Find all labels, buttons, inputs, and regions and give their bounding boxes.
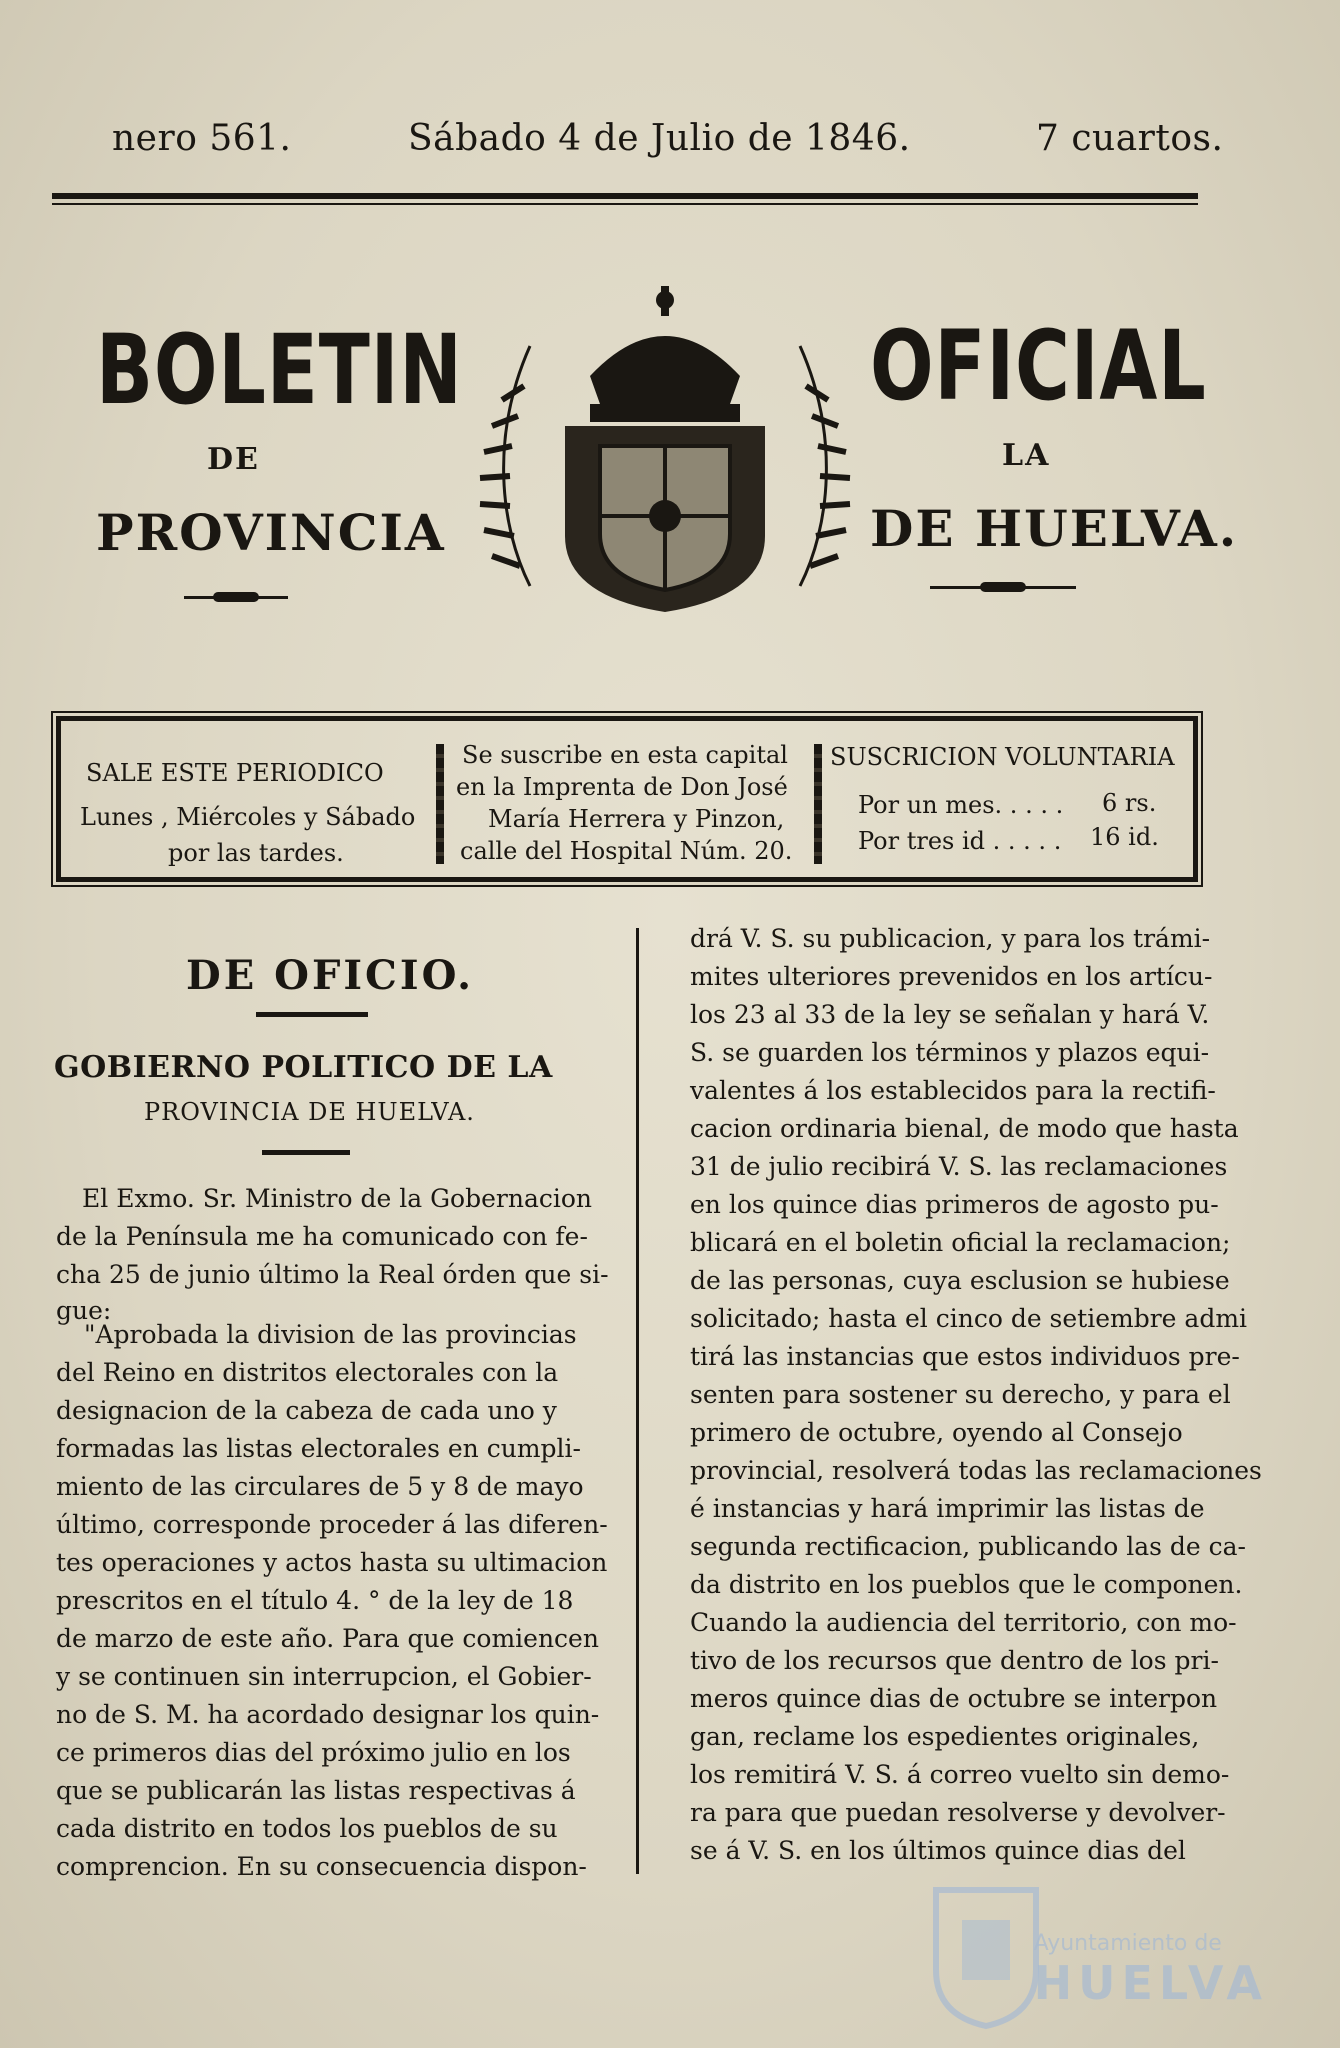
masthead-provincia: PROVINCIA (96, 503, 446, 562)
col2-line: 31 de julio recibirá V. S. las reclamaciones (690, 1152, 1228, 1181)
col1-line: formadas las listas electorales en cumpli- (56, 1434, 581, 1463)
col1-line: El Exmo. Sr. Ministro de la Gobernacion (82, 1184, 593, 1213)
header-rule (52, 193, 1198, 199)
col2-line: los remitirá V. S. á correo vuelto sin demo- (690, 1760, 1230, 1789)
watermark-shield-icon (926, 1880, 1046, 2030)
col1-line: que se publicarán las listas respectivas á (56, 1776, 576, 1805)
box-right-row-1-label: Por un mes. . . . . (858, 791, 1064, 819)
col1-line: cha 25 de junio último la Real órden que si- (56, 1260, 609, 1289)
col2-line: gan, reclame los espedientes originales, (690, 1722, 1200, 1751)
col2-line: senten para sostener su derecho, y para el (690, 1380, 1231, 1409)
issue-date: Sábado 4 de Julio de 1846. (408, 118, 911, 159)
col2-line: mites ulteriores prevenidos en los artícu- (690, 962, 1213, 991)
issue-number: nero 561. (112, 118, 292, 159)
box-left-line-1: SALE ESTE PERIODICO (86, 759, 384, 787)
col2-line: S. se guarden los términos y plazos equi- (690, 1038, 1210, 1067)
col1-line: no de S. M. ha acordado designar los quin- (56, 1700, 600, 1729)
box-left-line-3: por las tardes. (168, 839, 344, 867)
header-rule-thin (52, 203, 1198, 205)
box-separator-right (814, 744, 822, 864)
col1-line: ce primeros dias del próximo julio en los (56, 1738, 571, 1767)
col2-line: drá V. S. su publicacion, y para los trámi- (690, 924, 1211, 953)
masthead-ornament-left (184, 596, 288, 599)
subtitle-rule (262, 1150, 350, 1155)
article-subtitle: PROVINCIA DE HUELVA. (144, 1098, 475, 1126)
masthead-de: DE (207, 442, 260, 477)
col2-line: meros quince dias de octubre se interpon (690, 1684, 1218, 1713)
col2-line: primero de octubre, oyendo al Consejo (690, 1418, 1183, 1447)
col1-line: tes operaciones y actos hasta su ultimacion (56, 1548, 608, 1577)
masthead-ornament-right (930, 586, 1076, 589)
col2-line: de las personas, cuya esclusion se hubiese (690, 1266, 1230, 1295)
col2-line: é instancias y hará imprimir las listas de (690, 1494, 1205, 1523)
box-middle-line-4: calle del Hospital Núm. 20. (460, 837, 793, 865)
col2-line: se á V. S. en los últimos quince dias del (690, 1836, 1186, 1865)
col1-line: de la Península me ha comunicado con fe- (56, 1222, 588, 1251)
col2-line: tivo de los recursos que dentro de los pri- (690, 1646, 1219, 1675)
col2-line: solicitado; hasta el cinco de setiembre admi (690, 1304, 1248, 1333)
col1-line: del Reino en distritos electorales con la (56, 1358, 559, 1387)
coat-of-arms-icon (440, 286, 890, 614)
column-divider (636, 928, 639, 1874)
col2-line: da distrito en los pueblos que le componen. (690, 1570, 1243, 1599)
col2-line: ra para que puedan resolverse y devolver- (690, 1798, 1226, 1827)
box-right-title: SUSCRICION VOLUNTARIA (830, 743, 1175, 771)
box-right-row-2-label: Por tres id . . . . . (858, 827, 1062, 855)
col2-line: valentes á los establecidos para la rectifi- (690, 1076, 1216, 1105)
box-right-row-2-value: 16 id. (1090, 823, 1159, 851)
box-separator-left (436, 744, 444, 864)
col1-line: último, corresponde proceder á las diferen- (56, 1510, 608, 1539)
col1-line: miento de las circulares de 5 y 8 de mayo (56, 1472, 584, 1501)
col2-line: segunda rectificacion, publicando las de ca- (690, 1532, 1246, 1561)
col2-line: provincial, resolverá todas las reclamaciones (690, 1456, 1262, 1485)
section-rule (256, 1012, 368, 1017)
col1-line: prescritos en el título 4. ° de la ley de 18 (56, 1586, 574, 1615)
col2-line: cacion ordinaria bienal, de modo que hasta (690, 1114, 1239, 1143)
masthead-oficial: OFICIAL (870, 310, 1207, 422)
box-middle-line-2: en la Imprenta de Don José (456, 773, 788, 801)
masthead-la: LA (1002, 438, 1051, 473)
watermark (1034, 1931, 1268, 2010)
box-right-row-1-value: 6 rs. (1102, 789, 1157, 817)
box-middle-line-3: María Herrera y Pinzon, (488, 805, 785, 833)
box-middle-line-1: Se suscribe en esta capital (462, 741, 788, 769)
col1-line: gue: (56, 1296, 112, 1325)
col1-line: de marzo de este año. Para que comiencen (56, 1624, 599, 1653)
masthead-boletin: BOLETIN (96, 314, 463, 426)
col1-line: comprencion. En su consecuencia dispon- (56, 1852, 587, 1881)
col1-line: designacion de la cabeza de cada uno y (56, 1396, 557, 1425)
article-title: GOBIERNO POLITICO DE LA (54, 1050, 553, 1085)
col2-line: en los quince dias primeros de agosto pu- (690, 1190, 1219, 1219)
watermark-line-1: Ayuntamiento de (1033, 1931, 1222, 1956)
col1-line: y se continuen sin interrupcion, el Gobier- (56, 1662, 592, 1691)
issue-price: 7 cuartos. (1036, 118, 1224, 159)
col2-line: los 23 al 33 de la ley se señalan y hará V. (690, 1000, 1210, 1029)
box-left-line-2: Lunes , Miércoles y Sábado (80, 803, 416, 831)
masthead-de-huelva: DE HUELVA. (870, 499, 1239, 558)
col2-line: Cuando la audiencia del territorio, con mo- (690, 1608, 1237, 1637)
col2-line: blicará en el boletin oficial la reclamacion; (690, 1228, 1231, 1257)
col2-line: tirá las instancias que estos individuos pre- (690, 1342, 1240, 1371)
col1-line: "Aprobada la division de las provincias (84, 1320, 577, 1349)
col1-line: cada distrito en todos los pueblos de su (56, 1814, 558, 1843)
section-heading: DE OFICIO. (186, 952, 475, 999)
watermark-line-2: HUELVA (1033, 1956, 1268, 2010)
